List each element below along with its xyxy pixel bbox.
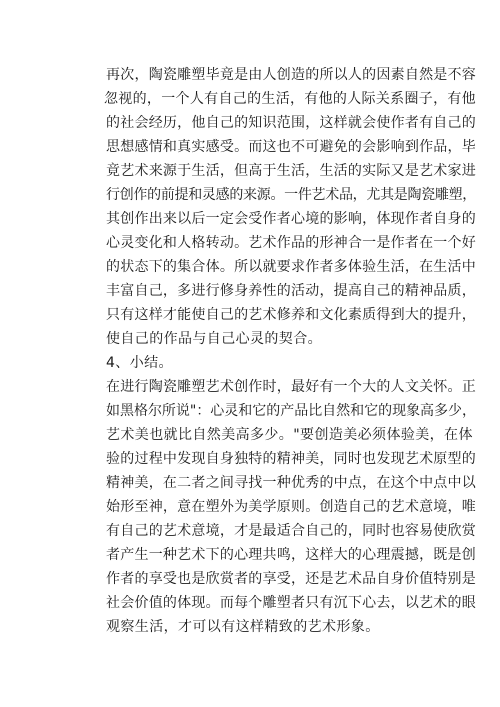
text-line: 的社会经历，他自己的知识范围，这样就会使作者有自己的 [106,115,476,131]
text-line: 竟艺术来源于生活，但高于生活，生活的实际又是艺术家进 [106,163,476,179]
text-line: 作者的享受也是欣赏者的享受，还是艺术品自身价值特别是 [106,571,476,587]
text-line: 有自己的艺术意境，才是最适合自己的，同时也容易使欣赏 [106,523,476,539]
text-line: 的状态下的集合体。所以就要求作者多体验生活，在生活中 [106,259,476,275]
text-line: 行创作的前提和灵感的来源。一件艺术品，尤其是陶瓷雕塑， [106,187,476,203]
text-line: 只有这样才能使自己的艺术修养和文化素质得到大的提升， [106,307,476,323]
text-line: 如黑格尔所说"：心灵和它的产品比自然和它的现象高多少， [106,403,476,419]
text-line: 使自己的作品与自己心灵的契合。 [106,331,322,347]
text-line: 观察生活，才可以有这样精致的艺术形象。 [106,619,380,635]
text-line: 再次，陶瓷雕塑毕竟是由人创造的所以人的因素自然是不容 [106,67,476,83]
text-line: 在进行陶瓷雕塑艺术创作时，最好有一个大的人文关怀。正 [106,379,476,395]
text-line: 心灵变化和人格转动。艺术作品的形神合一是作者在一个好 [106,235,476,251]
text-line: 丰富自己，多进行修身养性的活动，提高自己的精神品质， [106,283,476,299]
text-line: 艺术美也就比自然美高多少。"要创造美必须体验美，在体 [106,427,473,443]
text-line: 精神美，在二者之间寻找一种优秀的中点，在这个中点中以 [106,475,476,491]
text-line: 社会价值的体现。而每个雕塑者只有沉下心去，以艺术的眼 [106,595,476,611]
text-line: 始形至神，意在塑外为美学原则。创造自己的艺术意境，唯 [106,499,476,515]
text-line: 验的过程中发现自身独特的精神美，同时也发现艺术原型的 [106,451,476,467]
text-line: 其创作出来以后一定会受作者心境的影响，体现作者自身的 [106,211,476,227]
text-line: 思想感情和真实感受。而这也不可避免的会影响到作品，毕 [106,139,476,155]
section-heading: 4、小结。 [106,355,173,371]
text-line: 忽视的，一个人有自己的生活，有他的人际关系圈子，有他 [104,91,476,107]
text-line: 者产生一种艺术下的心理共鸣，这样大的心理震撼，既是创 [106,547,476,563]
